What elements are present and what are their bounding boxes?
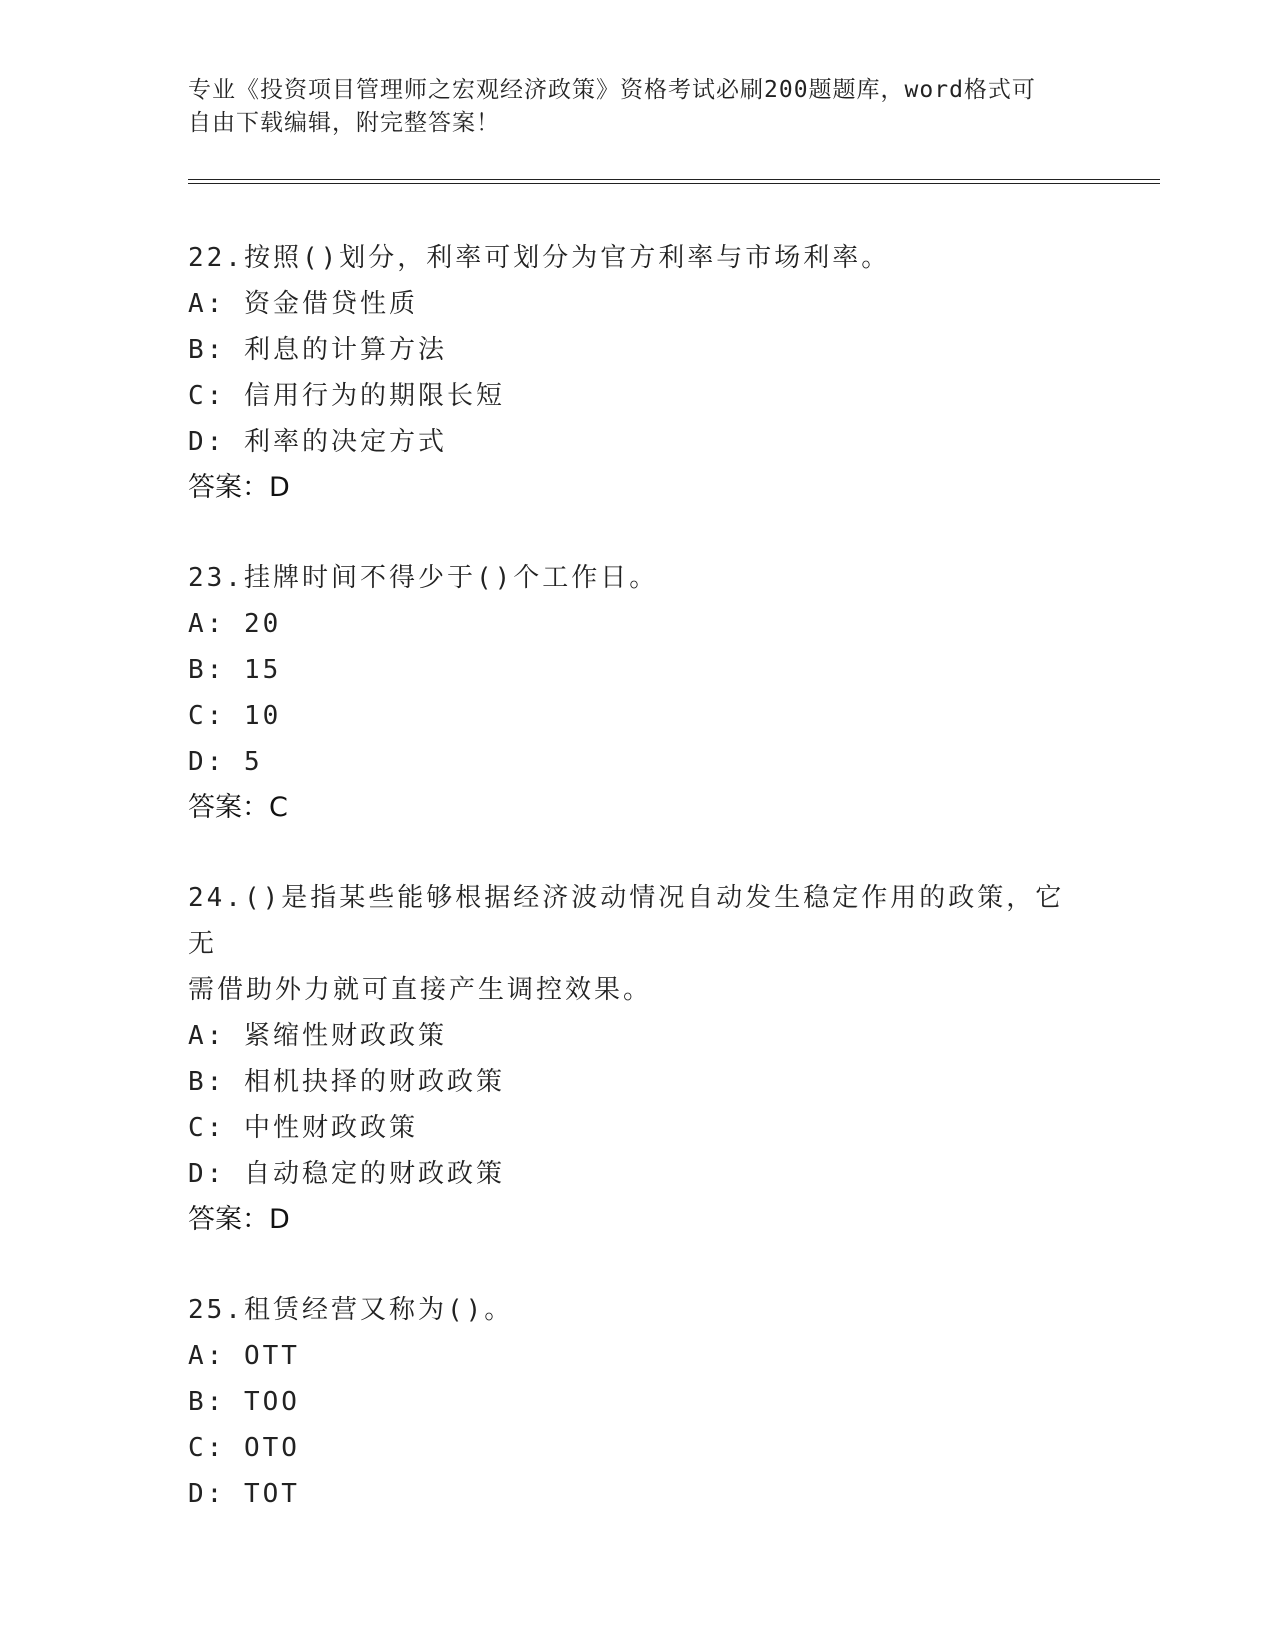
header-divider-top <box>188 179 1160 180</box>
answer-line: 答案：D <box>188 1204 290 1235</box>
question-list <box>188 235 1088 1517</box>
header-divider-bottom <box>188 183 1160 184</box>
document-header <box>188 74 1088 140</box>
header-line-1: 专业《投资项目管理师之宏观经济政策》资格考试必刷200题题库，word格式可 <box>188 77 1036 103</box>
option-b: B: 相机抉择的财政政策 <box>188 1067 505 1097</box>
question-22 <box>188 235 1088 511</box>
option-a: A: 20 <box>188 609 282 639</box>
question-stem: 23.挂牌时间不得少于()个工作日。 <box>188 563 659 593</box>
answer-line: 答案：D <box>188 472 290 503</box>
option-c: C: 信用行为的期限长短 <box>188 381 505 411</box>
option-d: D: 5 <box>188 747 263 777</box>
option-a: A: 紧缩性财政政策 <box>188 1021 447 1051</box>
option-c: C: OTO <box>188 1433 300 1463</box>
question-25 <box>188 1287 1088 1517</box>
question-stem-line-2: 需借助外力就可直接产生调控效果。 <box>188 975 653 1005</box>
option-d: D: TOT <box>188 1479 300 1509</box>
option-a: A: OTT <box>188 1341 300 1371</box>
option-b: B: TOO <box>188 1387 300 1417</box>
question-24 <box>188 875 1088 1243</box>
option-c: C: 中性财政政策 <box>188 1113 418 1143</box>
question-23 <box>188 555 1088 831</box>
option-a: A: 资金借贷性质 <box>188 289 418 319</box>
option-b: B: 15 <box>188 655 282 685</box>
answer-line: 答案：C <box>188 792 288 823</box>
question-stem-line-1: 24.()是指某些能够根据经济波动情况自动发生稳定作用的政策，它无 <box>188 883 1065 959</box>
option-d: D: 利率的决定方式 <box>188 427 447 457</box>
option-c: C: 10 <box>188 701 282 731</box>
header-line-2: 自由下载编辑，附完整答案！ <box>188 110 500 136</box>
question-stem: 22.按照()划分，利率可划分为官方利率与市场利率。 <box>188 243 891 273</box>
option-b: B: 利息的计算方法 <box>188 335 447 365</box>
option-d: D: 自动稳定的财政政策 <box>188 1159 505 1189</box>
question-stem: 25.租赁经营又称为()。 <box>188 1295 514 1325</box>
